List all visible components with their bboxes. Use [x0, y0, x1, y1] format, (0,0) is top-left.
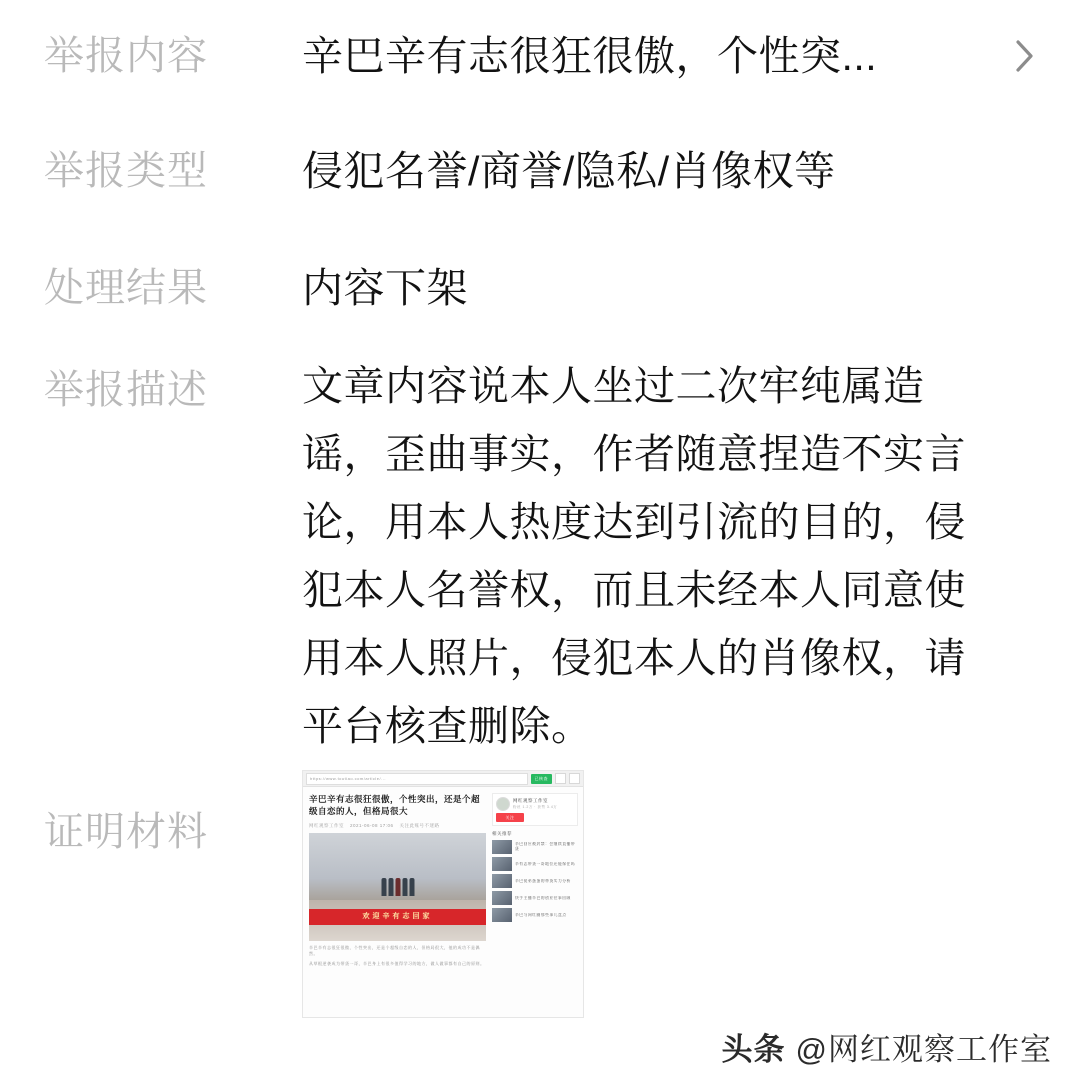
- thumbnail-page-body: [303, 787, 583, 971]
- thumbnail-article-title: 辛巴辛有志很狂很傲，个性突出，还是个超级自恋的人，但格局很大: [309, 794, 481, 816]
- row-proof-material: [0, 760, 1080, 1018]
- thumbnail-item-image: [492, 891, 512, 905]
- list-item[interactable]: [492, 908, 578, 922]
- row-label-proof-material: 证明材料: [44, 810, 208, 854]
- thumbnail-author-head: [496, 797, 574, 811]
- thumbnail-item-title: 辛有志带货一哥地位还能保住吗: [515, 861, 576, 866]
- report-content-text: 辛巴辛有志很狂很傲，个性突...: [302, 33, 878, 79]
- thumbnail-item-title: 快手主播辛巴的创业往事回顾: [515, 895, 571, 900]
- thumbnail-article-date: 2021-06-08 17:06: [350, 823, 394, 828]
- window-icon: [555, 773, 566, 784]
- thumbnail-item-title: 辛巴回应被封禁：会继续直播带货: [515, 842, 576, 851]
- thumbnail-item-title: 辛巴与网红圈那些事儿盘点: [515, 912, 567, 917]
- watermark-logo: 头条: [721, 1032, 786, 1067]
- thumbnail-recommend-title: 相关推荐: [492, 831, 512, 836]
- thumbnail-author-card: [492, 793, 578, 826]
- row-label-handling-result: 处理结果: [44, 266, 208, 310]
- row-report-description: [0, 346, 1080, 760]
- thumbnail-item-image: [492, 857, 512, 871]
- avatar: [496, 797, 510, 811]
- row-report-type: [0, 112, 1080, 230]
- image-people: [381, 878, 414, 896]
- thumbnail-paragraph-1: 辛巴辛有志很狂很傲，个性突出，还是个超级自恋的人，但格局很大，他的成功不是偶然。: [309, 945, 480, 956]
- thumbnail-author-name: 网红观察工作室: [513, 798, 548, 803]
- row-report-content[interactable]: [0, 0, 1080, 112]
- chevron-right-icon[interactable]: [1012, 34, 1038, 78]
- thumbnail-article-author: 网红观察工作室: [309, 823, 344, 828]
- row-value-handling-result: 内容下架: [302, 265, 468, 311]
- proof-screenshot-thumbnail[interactable]: [302, 770, 584, 1018]
- row-label-report-content: 举报内容: [44, 34, 208, 78]
- list-item[interactable]: [492, 891, 578, 905]
- thumbnail-article-meta: [309, 822, 486, 829]
- row-value-report-description: 文章内容说本人坐过二次牢纯属造谣，歪曲事实，作者随意捏造不实言论，用本人热度达到引流的目的，侵犯本人名誉权，而且未经本人同意使用本人照片，侵犯本人的肖像权，请平台核查删除。: [302, 363, 966, 749]
- thumbnail-sidebar-column: [492, 793, 578, 971]
- watermark: [722, 1024, 1052, 1069]
- thumbnail-item-image: [492, 874, 512, 888]
- row-label-report-type: 举报类型: [44, 149, 208, 193]
- thumbnail-browser-urlbar: [303, 771, 583, 787]
- thumbnail-paragraph-2: 从草根逆袭成为带货一哥，辛巴身上有很多值得学习的地方，做人做事都有自己的原则。: [309, 961, 485, 966]
- list-item[interactable]: [492, 874, 578, 888]
- thumbnail-follow-button[interactable]: 关注: [496, 813, 524, 822]
- thumbnail-article-column: [309, 793, 486, 971]
- thumbnail-image-banner: 欢迎辛有志回家: [309, 909, 486, 925]
- thumbnail-article-image: [309, 833, 486, 941]
- thumbnail-article-extra: 关注此账号不迷路: [399, 823, 440, 828]
- thumbnail-item-title: 辛巴徒弟蛋蛋的带货实力分析: [515, 878, 571, 883]
- thumbnail-author-stats: 粉丝 1.2万 · 获赞 3.4万: [513, 805, 558, 809]
- row-label-report-description: 举报描述: [44, 368, 208, 412]
- row-value-report-type: 侵犯名誉/商誉/隐私/肖像权等: [302, 148, 836, 194]
- thumbnail-item-image: [492, 840, 512, 854]
- thumbnail-status-badge: 已核查: [531, 774, 553, 784]
- list-item[interactable]: [492, 857, 578, 871]
- thumbnail-item-image: [492, 908, 512, 922]
- thumbnail-url-text: https://www.toutiao.com/article/...: [306, 773, 528, 785]
- row-value-report-content: [302, 29, 1040, 83]
- list-item[interactable]: [492, 840, 578, 854]
- watermark-account: @网红观察工作室: [795, 1032, 1052, 1067]
- row-value-proof-material: [302, 770, 1040, 1018]
- row-handling-result: [0, 230, 1080, 346]
- window-icon: [569, 773, 580, 784]
